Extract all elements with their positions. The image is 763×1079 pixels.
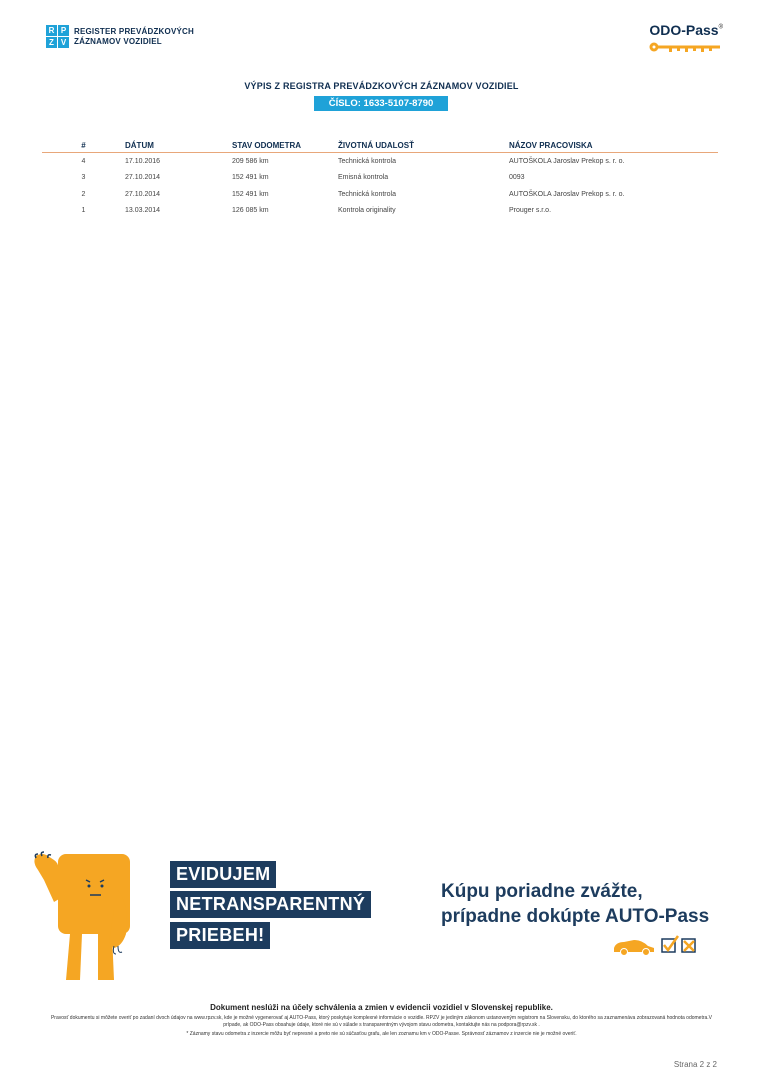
rpzv-logo [46, 25, 194, 48]
checkbox-crossed-icon [682, 939, 695, 952]
checkbox-checked-icon [662, 936, 678, 952]
slogan-line-1: EVIDUJEM [170, 861, 276, 888]
odo-pass-logo [649, 22, 723, 53]
car-checkbox-icons [612, 934, 702, 956]
cell-number: 4 [81, 157, 86, 165]
page-number: Strana 2 z 2 [673, 1060, 717, 1069]
column-header-workplace: NÁZOV PRACOVISKA [509, 138, 718, 153]
cell-date: 13.03.2014 [125, 207, 161, 215]
cell-odometer: 152 491 km [232, 190, 269, 198]
odo-pass-mark: ® [718, 24, 723, 31]
rpzv-letter: V [58, 37, 69, 48]
rpzv-mark [46, 25, 69, 48]
promo-banner [0, 850, 763, 985]
records-table [42, 138, 718, 219]
table-row [42, 153, 718, 170]
document-title: VÝPIS Z REGISTRA PREVÁDZKOVÝCH ZÁZNAMOV VOZIDIEL [244, 81, 519, 91]
rpzv-name-line2: ZÁZNAMOV VOZIDIEL [74, 36, 162, 46]
footer-footnote: * Záznamy stavu odometra z inzercie môžu byť nepresné a preto nie sú súčasťou grafu, ale len zoznamu km v ODO-Passe. Správnosť záznamov z inzercie nie je možné overiť. [186, 1031, 577, 1037]
car-icon [614, 940, 654, 956]
cell-workplace: 0093 [509, 174, 525, 182]
document-number-badge: ČÍSLO: 1633-5107-8790 [314, 96, 448, 111]
mascot-illustration [18, 850, 138, 982]
cell-number: 1 [81, 207, 86, 215]
slogan-line-2: NETRANSPARENTNÝ [170, 891, 371, 918]
column-header-number: # [42, 138, 125, 153]
table-row [42, 186, 718, 203]
cell-workplace: AUTOŠKOLA Jaroslav Prekop s. r. o. [509, 157, 625, 165]
footer-verification-note: Pravosť dokumentu si môžete overiť po zadaní dvoch údajov na www.rpzv.sk, kde je možné vygenerovať aj AUTO-Pass, ktorý poskytuje komplexné informácie o vozidle. RPZV je jediným zákonom ustanoveným registrom na Slovensku, do ktorého sa zaznamenáva zobrazovaná hodnota odometra.V prípade, ak ODO-Pass obsahuje údaje, ktoré nie sú v súlade s transparentným vývojom stavu odometra, kontaktujte nás na podpora@rpzv.sk . [50, 1015, 713, 1028]
cell-event: Technická kontrola [338, 157, 396, 165]
column-header-event: ŽIVOTNÁ UDALOSŤ [338, 138, 509, 153]
promo-text-line-1: Kúpu poriadne zvážte, [441, 881, 643, 902]
cell-event: Kontrola originality [338, 207, 396, 215]
promo-text-prefix: prípadne dokúpte [441, 906, 601, 927]
rpzv-name [74, 27, 194, 47]
cell-workplace: Prouger s.r.o. [509, 207, 552, 215]
slogan-line-3: PRIEBEH! [170, 922, 270, 949]
cell-date: 27.10.2014 [125, 174, 161, 182]
cell-event: Technická kontrola [338, 190, 396, 198]
column-header-date: DÁTUM [125, 138, 232, 153]
column-header-odometer: STAV ODOMETRA [232, 138, 338, 153]
rpzv-letter: Z [46, 37, 57, 48]
cell-odometer: 152 491 km [232, 174, 269, 182]
footer-disclaimer: Dokument neslúži na účely schválenia a zmien v evidencii vozidiel v Slovenskej republike. [210, 1003, 553, 1012]
cell-date: 17.10.2016 [125, 157, 161, 165]
cell-number: 2 [81, 190, 86, 198]
key-icon [649, 41, 723, 53]
rpzv-letter: R [46, 25, 57, 36]
rpzv-name-line1: REGISTER PREVÁDZKOVÝCH [74, 26, 194, 36]
cell-odometer: 126 085 km [232, 207, 269, 215]
odo-pass-name: ODO-Pass [649, 22, 719, 38]
rpzv-letter: P [58, 25, 69, 36]
table-row [42, 203, 718, 220]
table-header-row [42, 138, 718, 153]
cell-number: 3 [81, 174, 86, 182]
cell-date: 27.10.2014 [125, 190, 161, 198]
promo-text-line-2 [441, 906, 709, 928]
cell-odometer: 209 586 km [232, 157, 269, 165]
cell-workplace: AUTOŠKOLA Jaroslav Prekop s. r. o. [509, 190, 625, 198]
cell-event: Emisná kontrola [338, 174, 389, 182]
auto-pass-brand: AUTO-Pass [604, 906, 710, 927]
table-row [42, 170, 718, 187]
